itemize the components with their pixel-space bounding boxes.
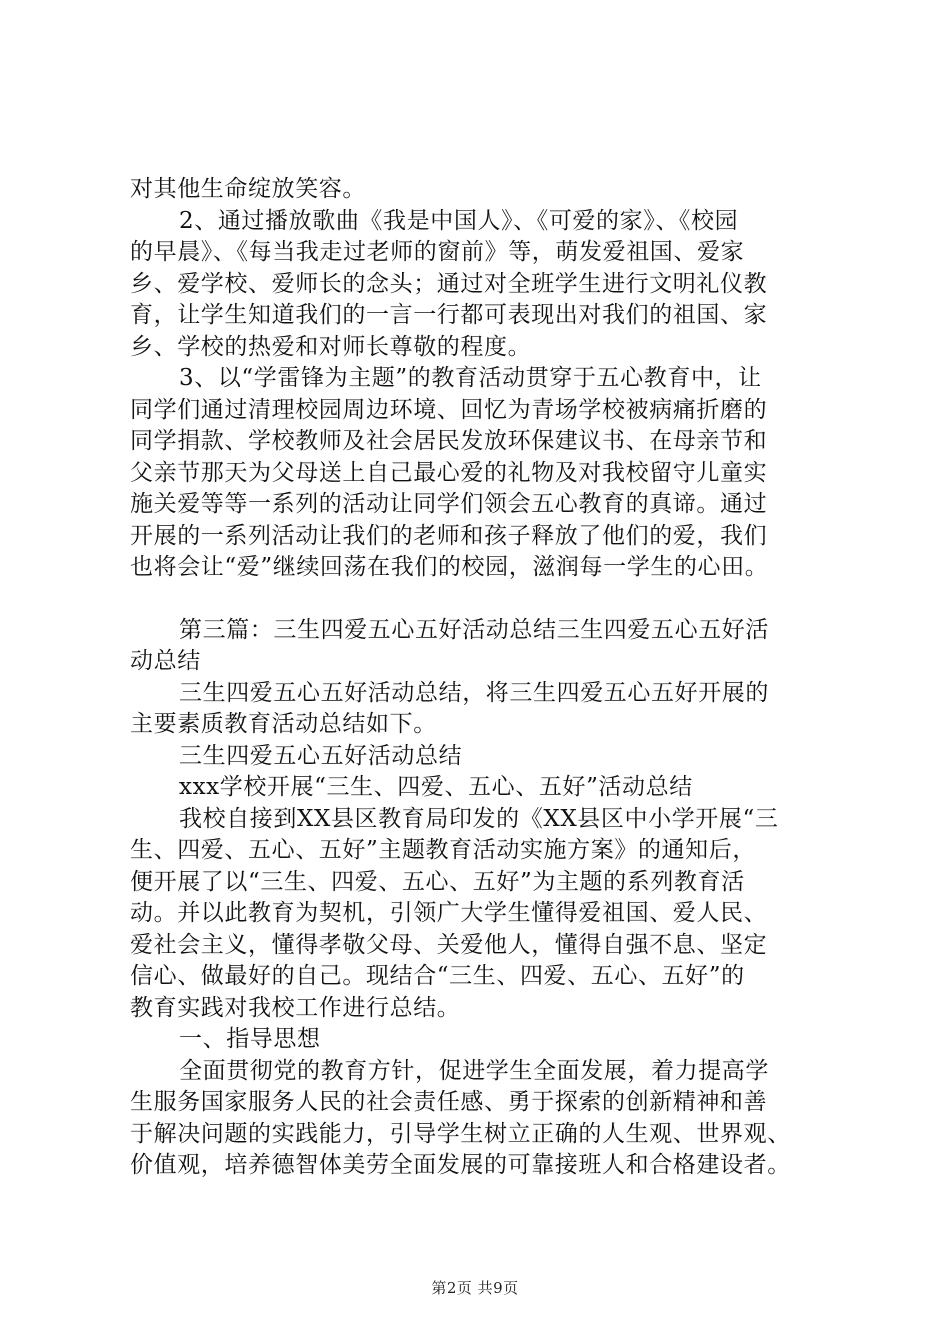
subheading: [130, 1024, 842, 1056]
document-body: [130, 174, 842, 1182]
text-line: 生服务国家服务人民的社会责任感、勇于探索的创新精神和善: [130, 1089, 768, 1115]
text-line: 乡、学校的热爱和对师长尊敬的程度。: [130, 333, 532, 360]
paragraph-gap: [130, 584, 842, 615]
text-line: 动。并以此教育为契机，引领广大学生懂得爱祖国、爱人民、: [130, 900, 768, 926]
paragraph: [130, 363, 842, 584]
text-line: 便开展了以“三生、四爱、五心、五好”为主题的系列教育活: [130, 868, 745, 895]
paragraph: [130, 804, 842, 1025]
paragraph: [130, 772, 842, 804]
text-line: 同学捐款、学校教师及社会居民发放环保建议书、在母亲节和: [130, 428, 768, 454]
paragraph: [130, 741, 842, 773]
paragraph: [130, 1056, 842, 1182]
text-line: 动总结: [130, 648, 201, 674]
text-line: 2、通过播放歌曲《我是中国人》、《可爱的家》、《校园: [179, 207, 739, 234]
text-line: 乡、爱学校、爱师长的念头；通过对全班学生进行文明礼仪教: [130, 270, 768, 297]
text-line: 3、以“学雷锋为主题”的教育活动贯穿于五心教育中，让: [179, 365, 762, 391]
text-line: 三生四爱五心五好活动总结: [179, 742, 463, 769]
text-line: 第三篇：三生四爱五心五好活动总结三生四爱五心五好活: [179, 616, 769, 643]
text-line: 三生四爱五心五好活动总结，将三生四爱五心五好开展的: [179, 679, 769, 706]
text-line: 育，让学生知道我们的一言一行都可表现出对我们的祖国、家: [130, 302, 768, 328]
text-line: 父亲节那天为父母送上自己最心爱的礼物及对我校留守儿童实: [130, 459, 768, 486]
page-footer: 第2页 共9页: [431, 1279, 519, 1297]
text-line: 主要素质教育活动总结如下。: [130, 711, 437, 737]
text-line: 同学们通过清理校园周边环境、回忆为青场学校被病痛折磨的: [130, 396, 768, 423]
text-line: 生、四爱、五心、五好”主题教育活动实施方案》的通知后，: [130, 837, 756, 863]
text-line: 信心、做最好的自己。现结合“三生、四爱、五心、五好”的: [130, 963, 745, 989]
paragraph: [130, 174, 842, 206]
text-line: 的早晨》、《每当我走过老师的窗前》等，萌发爱祖国、爱家: [130, 239, 745, 265]
section-heading: [130, 615, 842, 678]
text-line: 对其他生命绽放笑容。: [130, 176, 366, 202]
text-line: xxx学校开展“三生、四爱、五心、五好”活动总结: [179, 774, 693, 800]
text-line: 于解决问题的实践能力，引导学生树立正确的人生观、世界观、: [130, 1120, 791, 1147]
paragraph: [130, 678, 842, 741]
text-line: 施关爱等等一系列的活动让同学们领会五心教育的真谛。通过: [130, 491, 768, 517]
text-line: 我校自接到XX县区教育局印发的《XX县区中小学开展“三: [179, 805, 779, 832]
text-line: 爱社会主义，懂得孝敬父母、关爱他人，懂得自强不息、坚定: [130, 931, 768, 958]
text-line: 教育实践对我校工作进行总结。: [130, 994, 461, 1021]
text-line: 一、指导思想: [179, 1026, 321, 1052]
text-line: 开展的一系列活动让我们的老师和孩子释放了他们的爱，我们: [130, 522, 768, 549]
text-line: 全面贯彻党的教育方针，促进学生全面发展，着力提高学: [179, 1057, 769, 1084]
paragraph: [130, 206, 842, 364]
text-line: 也将会让“爱”继续回荡在我们的校园，滋润每一学生的心田。: [130, 554, 769, 580]
text-line: 价值观，培养德智体美劳全面发展的可靠接班人和合格建设者。: [130, 1152, 791, 1178]
